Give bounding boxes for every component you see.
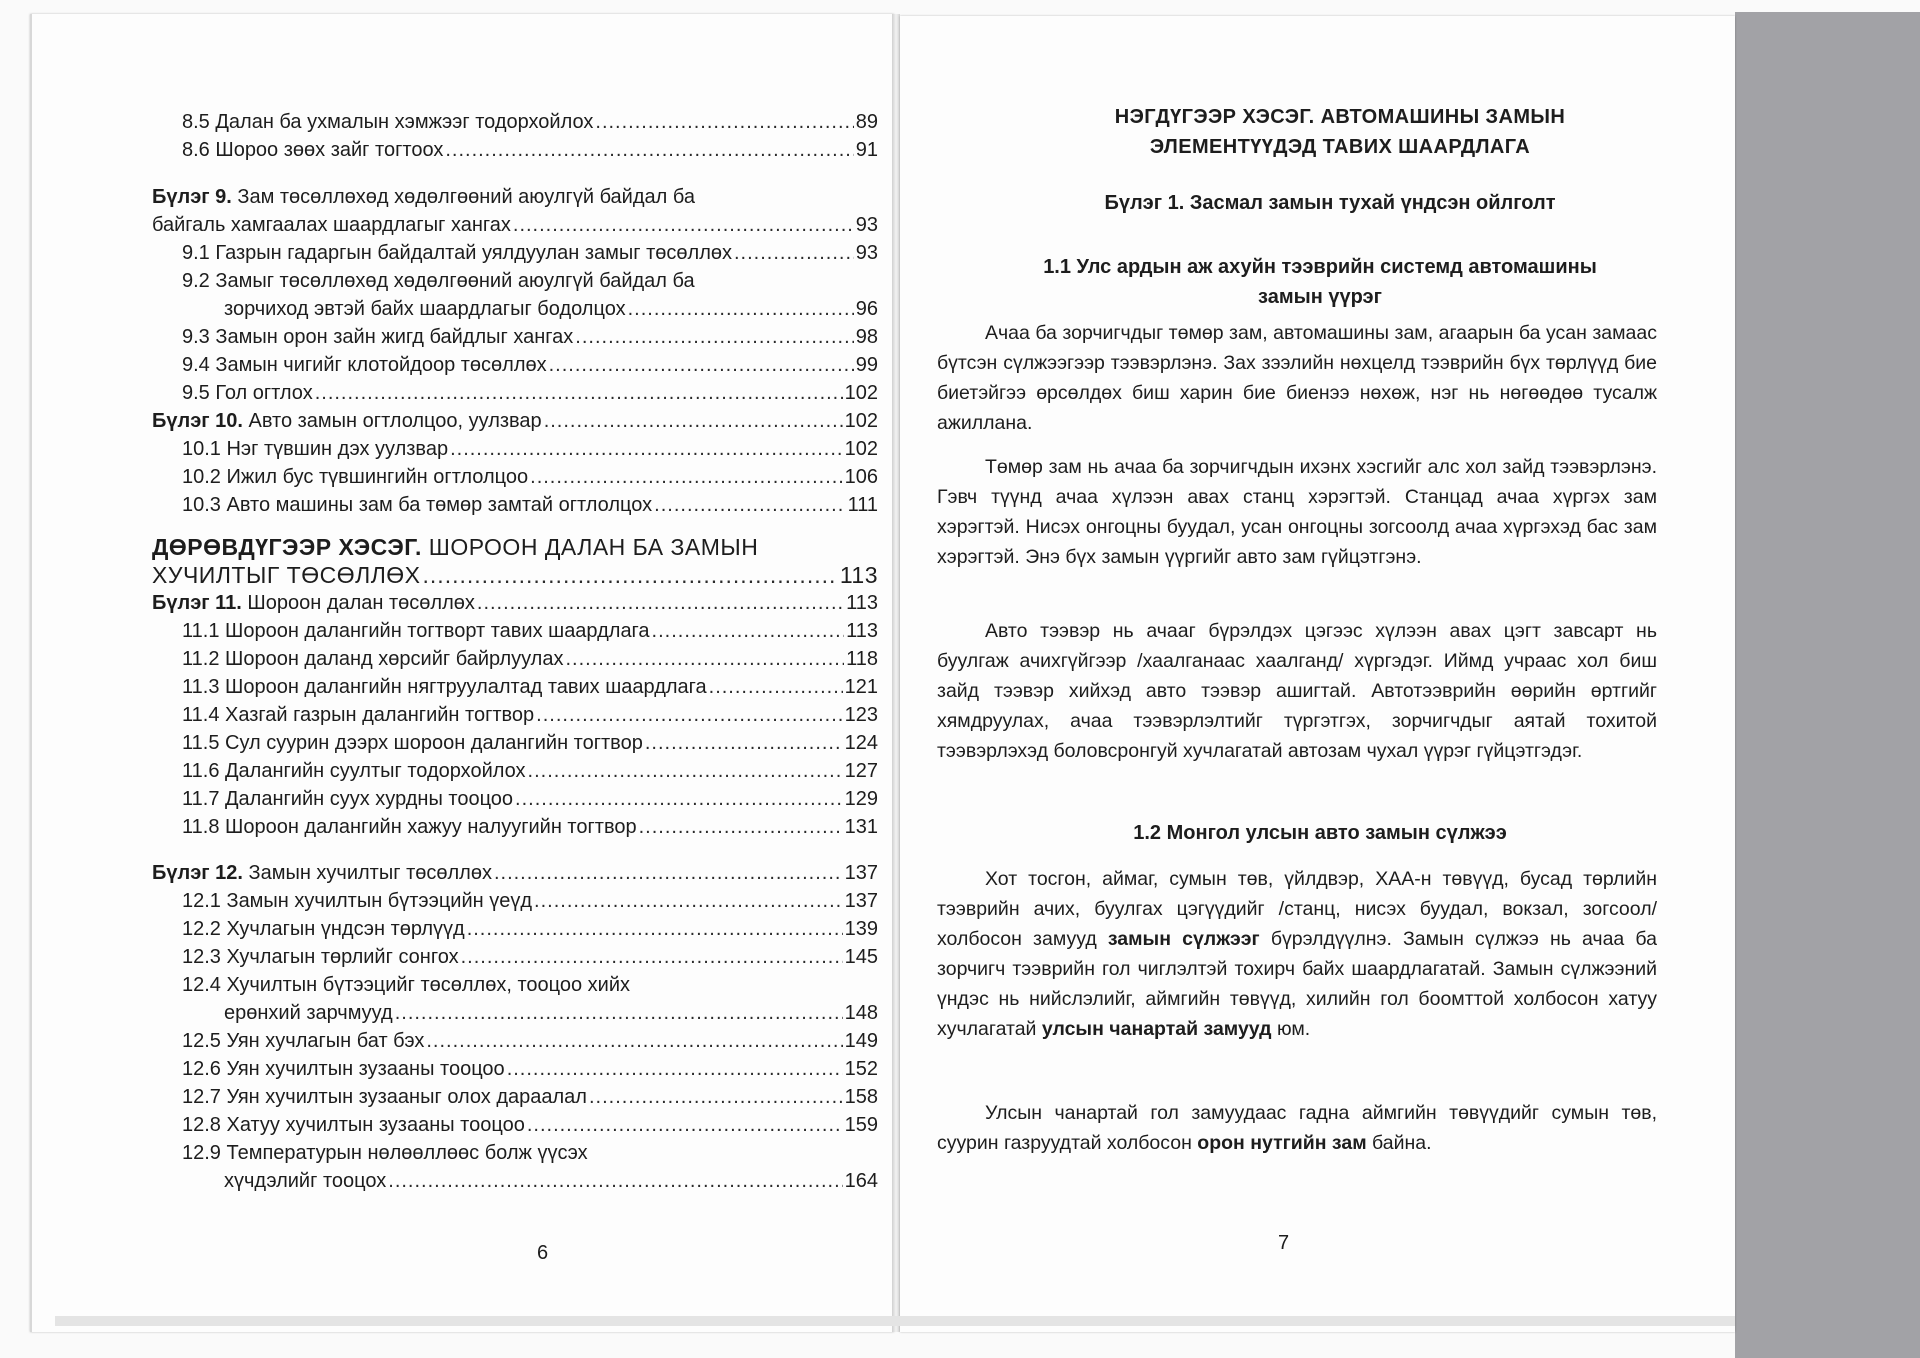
toc-entry: [152, 534, 758, 560]
toc-entry-label: [152, 408, 542, 434]
toc-page-number: 124: [844, 732, 878, 754]
toc-leader-dots: [426, 1028, 842, 1054]
toc-entry: [182, 464, 878, 490]
toc-entry-label: [182, 270, 695, 292]
toc-entry-label: [152, 562, 421, 588]
toc-entry-label: [182, 109, 593, 135]
toc-entry-label: [152, 186, 695, 208]
toc-entry-text: 11.6 Далангийн суултыг тодорхойлох: [182, 760, 526, 782]
toc-entry-text: 11.5 Сул суурин дээрх шороон далангийн тогтвор: [182, 732, 643, 754]
toc-entry-text: хүчдэлийг тооцох: [224, 1170, 387, 1192]
paragraph-1: Ачаа ба зорчигчдыг төмөр зам, автомашины зам, агаарын ба усан замаас бүтсэн сүлжээгээр тээвэрлэнэ. Зах зээлийн нөхцелд тээврийн бүх төрлүүд бие биетэйгээ өрсөлдөх биш харин бие биенээ нөхөж, нэг нь нөгөөдөө тусалж ажиллана.: [937, 322, 1657, 434]
toc-page-number: 113: [846, 620, 878, 642]
toc-entry-prefix: Бүлэг 9.: [152, 186, 232, 208]
toc-leader-dots: [589, 1084, 843, 1110]
toc-entry: [182, 137, 878, 163]
toc-entry-text: 8.6 Шороо зөөх зайг тогтоох: [182, 139, 444, 161]
toc-entry: [182, 1056, 878, 1082]
toc-page-number: 102: [844, 382, 878, 404]
toc-entry-text: ерөнхий зарчмууд: [224, 1002, 393, 1024]
book-gutter: [892, 14, 900, 1332]
toc-entry-text: 9.3 Замын орон зайн жигд байдлыг хангах: [182, 326, 574, 348]
part-title-line1: НЭГДҮГЭЭР ХЭСЭГ. АВТОМАШИНЫ ЗАМЫН: [1114, 106, 1566, 128]
toc-entry: [182, 618, 878, 644]
toc-entry: [182, 916, 878, 942]
toc-leader-dots: [395, 1000, 843, 1026]
toc-leader-dots: [709, 674, 843, 700]
toc-entry-label: [224, 1168, 386, 1194]
section-1-2-title: 1.2 Монгол улсын авто замын сүлжээ: [1133, 822, 1507, 844]
toc-entry-prefix: Бүлэг 10.: [152, 410, 243, 432]
toc-leader-dots: [315, 380, 843, 406]
toc-leader-dots: [467, 916, 843, 942]
toc-page-number: 113: [846, 592, 878, 614]
toc-page-number: 148: [844, 1002, 878, 1024]
toc-entry-text: 8.5 Далан ба ухмалын хэмжээг тодорхойлох: [182, 111, 594, 133]
toc-entry-text: 10.3 Авто машины зам ба төмөр замтай огтлолцох: [182, 494, 653, 516]
toc-entry-prefix: ДӨРӨВДҮГЭЭР ХЭСЭГ.: [152, 534, 422, 560]
toc-page-number: 99: [855, 354, 878, 376]
toc-leader-dots: [423, 562, 838, 588]
toc-page-number: 91: [855, 139, 878, 161]
toc-entry: [182, 646, 878, 672]
toc-entry-text: 12.2 Хучлагын үндсэн төрлүүд: [182, 918, 465, 940]
toc-page-number: 121: [844, 676, 878, 698]
toc-page-number: 164: [844, 1170, 878, 1192]
toc-entry: [182, 324, 878, 350]
toc-leader-dots: [595, 109, 853, 135]
toc-entry-text: 12.8 Хатуу хучилтын зузааны тооцоо: [182, 1114, 525, 1136]
toc-leader-dots: [461, 944, 843, 970]
toc-entry: [152, 590, 878, 616]
toc-leader-dots: [639, 814, 843, 840]
toc-entry-label: [182, 814, 637, 840]
toc-page-number: 137: [844, 862, 878, 884]
toc-page-number: 98: [855, 326, 878, 348]
scanner-edge: [1735, 12, 1920, 1358]
toc-entry: [182, 1112, 878, 1138]
toc-page-number: 152: [844, 1058, 878, 1080]
toc-leader-dots: [445, 137, 853, 163]
toc-entry: [182, 814, 878, 840]
toc-leader-dots: [515, 786, 843, 812]
toc-entry-text: зорчиход эвтэй байх шаардлагыг бодолцох: [224, 298, 626, 320]
toc-leader-dots: [575, 324, 853, 350]
toc-leader-dots: [628, 296, 854, 322]
toc-leader-dots: [654, 492, 845, 518]
toc-entry: [152, 212, 878, 238]
toc-leader-dots: [388, 1168, 842, 1194]
paragraph-3: Авто тээвэр нь ачааг бүрэлдэх цэгээс хүлээн авах цэгт завсарт нь буулгаж ачихгүйгээр /хаалганаас хаалганд/ хүргэдэг. Иймд учраас хол биш зайд тээвэр хийхэд авто тээвэр ашигтай. Автотээврийн өөрийн өртгийг хямдруулах, ачаа тээвэрлэлтийг түргэтгэх, зорчигчдыг аятай тохитой тээвэрлэхэд боловсронгуй хучлагатай автозам чухал үүрэг гүйцэтгэдэг.: [937, 620, 1657, 762]
toc-entry-text: 11.4 Хазгай газрын далангийн тогтвор: [182, 704, 535, 726]
toc-page-number: 111: [847, 494, 878, 516]
toc-entry-label: [182, 916, 465, 942]
toc-entry-text: 9.1 Газрын гадаргын байдалтай уялдуулан замыг төсөллөх: [182, 242, 732, 264]
toc-entry-text: 11.2 Шороон даланд хөрсийг байрлуулах: [182, 648, 564, 670]
toc-page-number: 139: [844, 918, 878, 940]
toc-page-number: 127: [844, 760, 878, 782]
left-page: [30, 14, 894, 1332]
toc-page-number: 145: [844, 946, 878, 968]
toc-leader-dots: [734, 240, 854, 266]
toc-entry-text: 11.1 Шороон далангийн тогтворт тавих шаардлага: [182, 620, 650, 642]
toc-entry-label: [182, 352, 547, 378]
toc-page-number: 102: [844, 410, 878, 432]
table-of-contents: [32, 14, 894, 1332]
toc-entry: [152, 184, 695, 210]
toc-entry-label: [182, 380, 313, 406]
toc-entry: [182, 786, 878, 812]
page-number-left: 6: [537, 1242, 549, 1264]
toc-entry-label: [182, 492, 652, 518]
toc-leader-dots: [477, 590, 844, 616]
toc-entry: [152, 408, 878, 434]
toc-page-number: 137: [844, 890, 878, 912]
toc-page-number: 102: [844, 438, 878, 460]
toc-entry-label: [152, 590, 475, 616]
toc-leader-dots: [507, 1056, 843, 1082]
toc-entry: [182, 492, 878, 518]
toc-entry-label: [182, 1028, 424, 1054]
toc-entry-text: Авто замын огтлолцоо, уулзвар: [242, 410, 542, 432]
toc-page-number: 96: [855, 298, 878, 320]
toc-leader-dots: [645, 730, 843, 756]
toc-entry-text: 11.8 Шороон далангийн хажуу налуугийн тогтвор: [182, 816, 637, 838]
toc-entry: [182, 944, 878, 970]
toc-entry: [182, 380, 878, 406]
toc-page-number: 129: [844, 788, 878, 810]
toc-entry: [182, 674, 878, 700]
toc-page-number: 89: [855, 111, 878, 133]
toc-leader-dots: [565, 646, 844, 672]
toc-page-number: 131: [844, 816, 878, 838]
toc-entry-label: [182, 646, 563, 672]
part-title-line2: ЭЛЕМЕНТҮҮДЭД ТАВИХ ШААРДЛАГА: [1149, 136, 1531, 158]
toc-entry-label: [182, 137, 443, 163]
toc-page-number: 113: [839, 562, 878, 588]
toc-entry: [224, 1000, 878, 1026]
toc-entry-text: 12.7 Уян хучилтын зузааныг олох дараалал: [182, 1086, 587, 1108]
toc-entry-label: [182, 436, 448, 462]
toc-entry-label: [182, 702, 534, 728]
toc-entry-text: 9.5 Гол огтлох: [182, 382, 313, 404]
toc-entry-label: [182, 730, 643, 756]
toc-entry-text: 12.3 Хучлагын төрлийг сонгох: [182, 946, 459, 968]
toc-entry-prefix: Бүлэг 12.: [152, 862, 243, 884]
toc-entry-label: [182, 240, 732, 266]
toc-leader-dots: [494, 860, 843, 886]
toc-leader-dots: [450, 436, 843, 462]
toc-entry-text: 10.2 Ижил бус түвшингийн огтлолцоо: [182, 466, 529, 488]
toc-page-number: 93: [855, 214, 878, 236]
page-number-right: 7: [1278, 1232, 1290, 1254]
toc-entry: [182, 1140, 588, 1166]
toc-entry-label: [182, 1142, 588, 1164]
toc-entry: [182, 352, 878, 378]
toc-entry-text: 9.2 Замыг төсөллөхөд хөдөлгөөний аюулгүй байдал ба: [182, 270, 695, 292]
toc-leader-dots: [527, 1112, 843, 1138]
right-page: [900, 16, 1735, 1332]
toc-entry: [152, 860, 878, 886]
toc-entry-label: [224, 1000, 393, 1026]
chapter-title: Бүлэг 1. Засмал замын тухай үндсэн ойлголт: [1104, 192, 1556, 214]
toc-entry-text: 12.6 Уян хучилтын зузааны тооцоо: [182, 1058, 505, 1080]
toc-entry-text: Зам төсөллөхөд хөдөлгөөний аюулгүй байдал ба: [231, 186, 695, 208]
toc-entry-label: [182, 888, 532, 914]
toc-entry-text: байгаль хамгаалах шаардлагыг хангах: [152, 214, 511, 236]
toc-entry: [182, 436, 878, 462]
toc-entry-text: 11.7 Далангийн суух хурдны тооцоо: [182, 788, 514, 810]
paragraph-5: Улсын чанартай гол замуудаас гадна аймгийн төвүүдийг сумын төв, суурин газруудтай холбосон орон нутгийн зам байна.: [937, 1102, 1657, 1154]
toc-page-number: 158: [844, 1086, 878, 1108]
toc-entry-label: [182, 674, 707, 700]
toc-leader-dots: [528, 758, 843, 784]
toc-entry: [182, 758, 878, 784]
toc-entry-label: [182, 758, 526, 784]
toc-entry: [182, 109, 878, 135]
toc-entry-label: [152, 860, 492, 886]
toc-entry-label: [152, 212, 511, 238]
toc-entry-label: [224, 296, 626, 322]
toc-entry-text: ХУЧИЛТЫГ ТӨСӨЛЛӨХ: [152, 562, 421, 588]
toc-entry-text: Шороон далан төсөллөх: [241, 592, 475, 614]
toc-entry: [182, 730, 878, 756]
toc-leader-dots: [530, 464, 842, 490]
toc-entry: [182, 240, 878, 266]
scan-bottom-edge: [55, 1316, 1735, 1326]
toc-entry: [224, 296, 878, 322]
toc-entry-text: 12.9 Температурын нөлөөллөөс болж үүсэх: [182, 1142, 588, 1164]
toc-page-number: 159: [844, 1114, 878, 1136]
toc-entry: [182, 268, 695, 294]
section-1-1-title-line1: 1.1 Улс ардын аж ахуйн тээврийн системд автомашины: [1043, 256, 1597, 278]
paragraph-4: Хот тосгон, аймаг, сумын төв, үйлдвэр, ХАА-н төвүүд, бусад төрлийн тээврийн ачих, буулгах цэгүүдийг /станц, нисэх буудал, вокзал, зогсоол/ холбосон замууд замын сүлжээг бүрэлдүүлнэ. Замын сүлжээ нь ачаа ба зорчигч тээврийн гол чиглэлтэй тохирч байх шаардлагатай. Замын сүлжээний үндэс нь нийслэлийг, аймгийн төвүүд, хилийн гол боомттой холбосон хатуу хучлагатай улсын чанартай замууд юм.: [937, 868, 1657, 1040]
toc-entry-label: [182, 786, 513, 812]
toc-page-number: 118: [846, 648, 878, 670]
toc-entry: [152, 562, 878, 588]
toc-page-number: 93: [855, 242, 878, 264]
paragraph-2: Төмөр зам нь ачаа ба зорчигчдын ихэнх хэсгийг алс хол зайд тээвэрлэнэ. Гэвч түүнд ачаа хүлээн авах станц хэрэгтэй. Станцад ачаа хүргэх зам хэрэгтэй. Нисэх онгоцны буудал, усан онгоцны зогсоолд ачаа хүргэхэд бас зам хэрэгтэй. Энэ бүх замын үүргийг авто зам гүйцэтгэнэ.: [937, 456, 1657, 568]
toc-entry-label: [182, 1084, 587, 1110]
toc-entry-text: 11.3 Шороон далангийн нягтруулалтад тавих шаардлага: [182, 676, 707, 698]
toc-entry-text: 12.4 Хучилтын бүтээцийг төсөллөх, тооцоо хийх: [182, 974, 630, 996]
toc-entry-text: Замын хучилтыг төсөллөх: [242, 862, 492, 884]
toc-entry-text: ШОРООН ДАЛАН БА ЗАМЫН: [421, 534, 759, 560]
toc-entry: [182, 1084, 878, 1110]
toc-entry-text: 10.1 Нэг түвшин дэх уулзвар: [182, 438, 449, 460]
toc-leader-dots: [544, 408, 843, 434]
toc-entry: [182, 972, 630, 998]
toc-leader-dots: [652, 618, 845, 644]
toc-leader-dots: [534, 888, 843, 914]
toc-entry: [224, 1168, 878, 1194]
toc-leader-dots: [536, 702, 842, 728]
toc-entry-label: [182, 618, 650, 644]
toc-entry-text: 12.5 Уян хучлагын бат бэх: [182, 1030, 425, 1052]
toc-leader-dots: [549, 352, 854, 378]
toc-entry-label: [182, 974, 630, 996]
toc-page-number: 149: [844, 1030, 878, 1052]
toc-entry: [182, 1028, 878, 1054]
toc-entry-label: [182, 324, 573, 350]
toc-entry-text: 9.4 Замын чигийг клотойдоор төсөллөх: [182, 354, 547, 376]
section-1-1-title-line2: замын үүрэг: [1258, 286, 1382, 308]
toc-entry-label: [182, 1056, 505, 1082]
toc-entry: [182, 702, 878, 728]
toc-entry-label: [152, 534, 758, 560]
toc-entry-label: [182, 944, 459, 970]
toc-page-number: 123: [844, 704, 878, 726]
toc-entry-text: 12.1 Замын хучилтын бүтээцийн үеүд: [182, 890, 533, 912]
toc-entry-label: [182, 464, 528, 490]
toc-page-number: 106: [844, 466, 878, 488]
toc-leader-dots: [513, 212, 854, 238]
toc-entry: [182, 888, 878, 914]
toc-entry-label: [182, 1112, 525, 1138]
toc-entry-prefix: Бүлэг 11.: [152, 592, 242, 614]
